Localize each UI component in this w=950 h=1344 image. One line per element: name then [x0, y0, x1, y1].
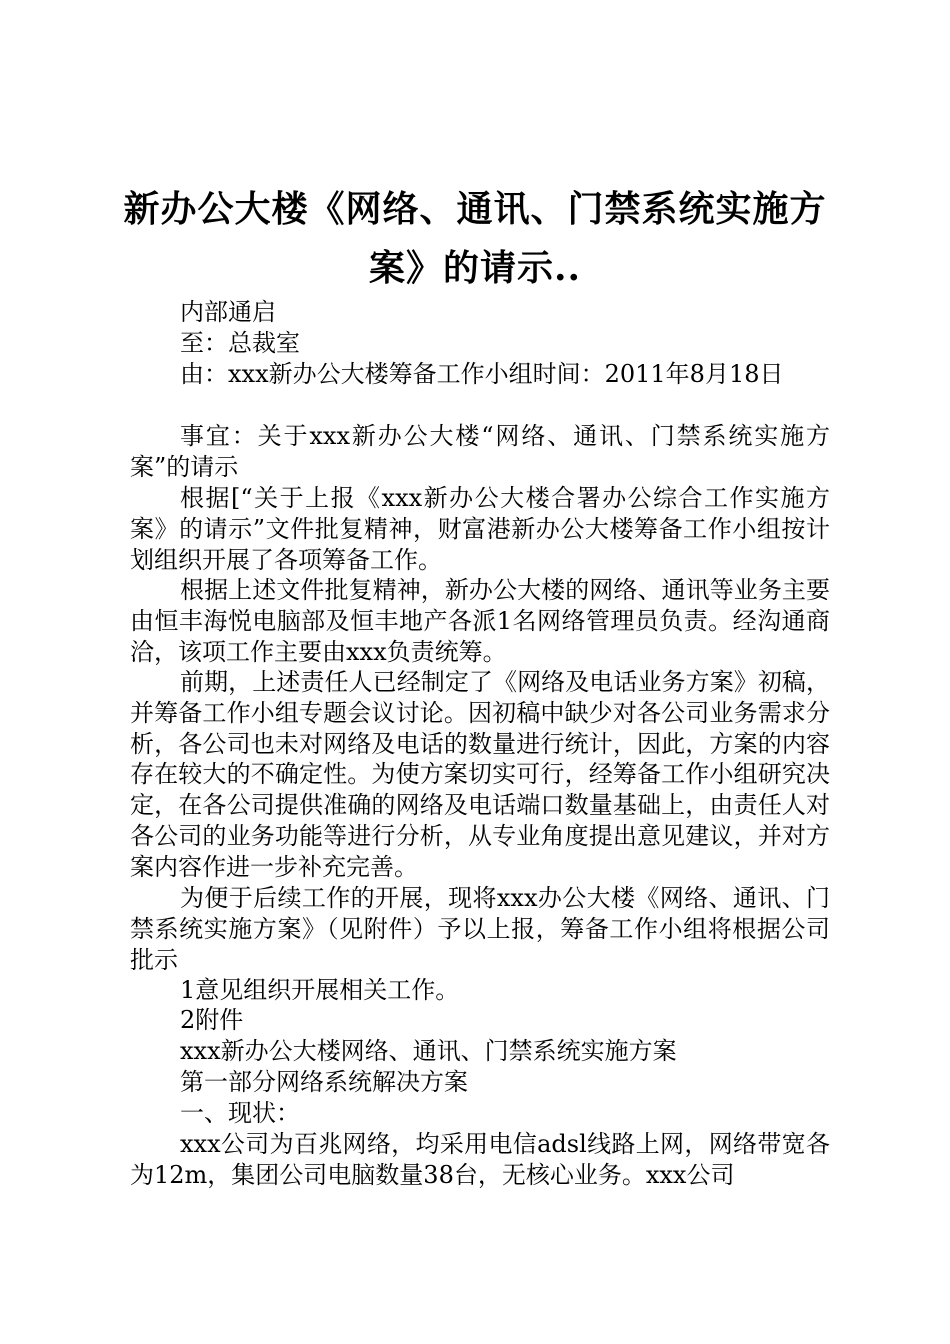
body-paragraph: xxx公司为百兆网络，均采用电信adsl线路上网，网络带宽各为12m，集团公司电脑数量38台，无核心业务。xxx公司: [130, 1130, 830, 1189]
body-paragraph: 为便于后续工作的开展，现将xxx办公大楼《网络、通讯、门禁系统实施方案》（见附件）予以上报，筹备工作小组将根据公司批示: [130, 884, 830, 974]
document-title-line-1: 新办公大楼《网络、通讯、门禁系统实施方: [123, 188, 827, 230]
subject-paragraph: 事宜：关于xxx新办公大楼“网络、通讯、门禁系统实施方案”的请示: [130, 422, 830, 481]
opinion-line: 1意见组织开展相关工作。: [180, 976, 460, 1004]
memo-sender-date: 由：xxx新办公大楼筹备工作小组时间：2011年8月18日: [180, 360, 784, 388]
attachment-title: xxx新办公大楼网络、通讯、门禁系统实施方案: [180, 1037, 677, 1065]
attachment-label: 2附件: [180, 1006, 244, 1034]
memo-type: 内部通启: [180, 298, 276, 326]
body-paragraph: 根据[“关于上报《xxx新办公大楼合署办公综合工作实施方案》的请示”文件批复精神，财富港新办公大楼筹备工作小组按计划组织开展了各项筹备工作。: [130, 484, 830, 574]
section-heading: 第一部分网络系统解决方案: [180, 1068, 468, 1096]
subsection-heading: 一、现状：: [180, 1099, 300, 1127]
body-paragraph: 根据上述文件批复精神，新办公大楼的网络、通讯等业务主要由恒丰海悦电脑部及恒丰地产各派1名网络管理员负责。经沟通商洽，该项工作主要由xxx负责统筹。: [130, 576, 830, 666]
memo-recipient: 至：总裁室: [180, 329, 300, 357]
document-title-line-2: 案》的请示..: [368, 247, 582, 289]
body-paragraph: 前期，上述责任人已经制定了《网络及电话业务方案》初稿，并筹备工作小组专题会议讨论。因初稿中缺少对各公司业务需求分析，各公司也未对网络及电话的数量进行统计，因此，方案的内容存在较大的不确定性。为使方案切实可行，经筹备工作小组研究决定，在各公司提供准确的网络及电话端口数量基础上，由责任人对各公司的业务功能等进行分析，从专业角度提出意见建议，并对方案内容作进一步补充完善。: [130, 668, 830, 881]
